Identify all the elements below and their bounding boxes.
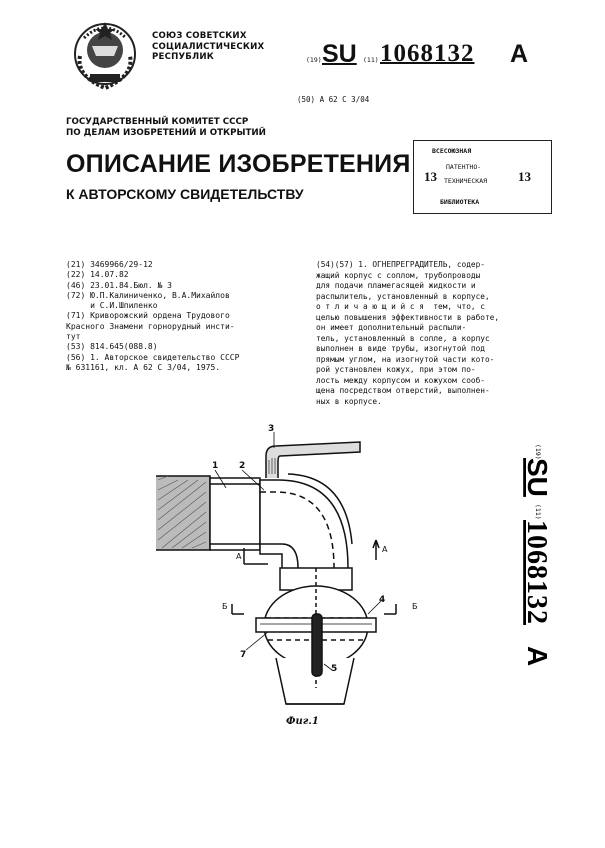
vertical-patent-number-text: 1068132 (521, 520, 552, 625)
figure-label-1: 1 (212, 461, 219, 471)
stamp-line: ПАТЕНТНО- (446, 163, 482, 171)
biblio-line: № 631161, кл. А 62 С 3/04, 1975. (66, 362, 221, 372)
vertical-code-19: (19) (534, 444, 542, 460)
section-mark-a-left: A (236, 552, 242, 561)
figure-label-4: 4 (379, 595, 386, 605)
biblio-line: (72) Ю.П.Калиниченко, В.А.Михайлов (66, 290, 230, 300)
figure-caption: Фиг.1 (286, 716, 319, 727)
stamp-number-right: 13 (518, 169, 531, 184)
abstract-line: целью повышения эффективности в работе, (316, 312, 500, 322)
stamp-line: ВСЕСОЮЗНАЯ (432, 147, 472, 155)
figure-label-3: 3 (268, 424, 275, 434)
patent-kind: A (510, 40, 529, 68)
code-19: (19) (306, 56, 322, 64)
document-subtitle: К АВТОРСКОМУ СВИДЕТЕЛЬСТВУ (66, 186, 304, 202)
biblio-line: (71) Криворожский ордена Трудового (66, 311, 230, 321)
abstract-line: жащий корпус с соплом, трубопроводы (316, 270, 481, 280)
union-name (152, 31, 264, 63)
section-mark-b-right: Б (412, 602, 418, 611)
biblio-line: (56) 1. Авторское свидетельство СССР (66, 352, 240, 362)
biblio-line: и С.И.Шпиленко (66, 301, 158, 311)
abstract-line: щена посредством отверстий, выполнен- (316, 386, 490, 395)
section-mark-a-right: A (382, 545, 388, 554)
biblio-line: (46) 23.01.84.Бюл. № 3 (66, 280, 172, 290)
figure-label-7: 7 (240, 650, 247, 660)
abstract-line: рой установлен кожух, при этом по- (316, 365, 476, 374)
figure-label-2: 2 (239, 461, 246, 471)
abstract-line: для подачи пламегасящей жидкости и (316, 281, 476, 290)
abstract-claim (316, 260, 556, 407)
vertical-country: SU (522, 458, 553, 497)
classification (297, 95, 369, 104)
abstract-line: (54)(57) 1. ОГНЕПРЕГРАДИТЕЛЬ, содер- (316, 260, 485, 269)
invention-drawing (148, 418, 448, 738)
abstract-line: тель, установленный в сопле, а корпус (316, 333, 490, 343)
library-stamp (413, 140, 552, 214)
stamp-line: ТЕХНИЧЕСКАЯ (444, 177, 488, 185)
bibliographic-data (66, 260, 296, 373)
vertical-kind: A (522, 646, 553, 667)
classification-value: A 62 C 3/04 (319, 95, 370, 104)
union-line: РЕСПУБЛИК (152, 52, 214, 62)
biblio-line: (22) 14.07.82 (66, 270, 129, 280)
stamp-number-left: 13 (424, 169, 437, 184)
vertical-patent-number (516, 420, 586, 690)
biblio-line: (53) 814.645(088.8) (66, 342, 158, 352)
abstract-line: выполнен в виде трубы, изогнутой под (316, 344, 485, 353)
ussr-emblem-icon (70, 16, 140, 92)
section-mark-b-left: Б (222, 602, 228, 611)
union-line: СОЦИАЛИСТИЧЕСКИХ (152, 41, 265, 52)
committee-line: ГОСУДАРСТВЕННЫЙ КОМИТЕТ СССР (66, 117, 249, 127)
stamp-line: БИБЛИОТЕКА (440, 198, 480, 206)
vertical-code-11: (11) (534, 504, 542, 520)
union-line: СОЮЗ СОВЕТСКИХ (152, 31, 247, 41)
abstract-line: о т л и ч а ю щ и й с я тем, что, с (316, 302, 485, 311)
committee-line: ПО ДЕЛАМ ИЗОБРЕТЕНИЙ И ОТКРЫТИЙ (66, 128, 266, 138)
abstract-line: распылитель, установленный в корпусе, (316, 291, 490, 301)
committee (66, 117, 266, 139)
abstract-line: он имеет дополнительный распыли- (316, 323, 467, 332)
document-title: ОПИСАНИЕ ИЗОБРЕТЕНИЯ (66, 150, 411, 178)
biblio-line: Красного Знамени горнорудный инсти- (66, 321, 235, 331)
classification-code: (50) (297, 95, 316, 104)
code-11: (11) (363, 56, 379, 64)
abstract-line: лость между корпусом и кожухом сооб- (316, 375, 485, 385)
biblio-line: тут (66, 332, 81, 342)
abstract-line: прямым углом, на изогнутой части кото- (316, 354, 495, 364)
abstract-line: ных в корпусе. (316, 396, 382, 406)
patent-number: 1068132 (380, 40, 475, 67)
country-code: SU (322, 40, 357, 68)
figure-label-5: 5 (331, 664, 338, 674)
biblio-line: (21) 3469966/29-12 (66, 260, 153, 269)
